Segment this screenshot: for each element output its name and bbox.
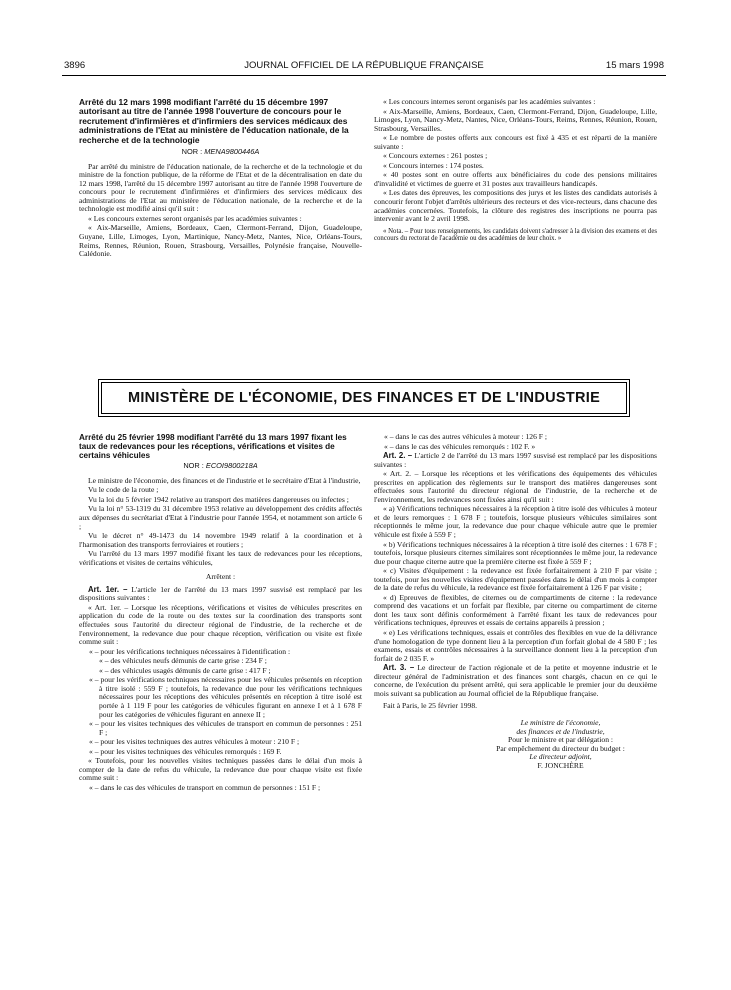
article-3: Art. 3. – Le directeur de l'action régionale et de la petite et moyenne industrie et le directeur général de l'administration et des finances sont chargés, chacun en ce qui le concerne, de l'exécution du présent arrêté, qui sera applicable le premier jour du deuxième mois suivant sa publication au Journal officiel de la République française. <box>374 663 657 698</box>
arrete1-paragraph: « Les concours externes seront organisés par les académies suivantes : <box>88 213 302 223</box>
arrete1-paragraph: « Le nombre de postes offerts aux concours est fixé à 435 et est réparti de la manière suivante : <box>374 133 657 151</box>
arretent: Arrêtent : <box>205 572 236 582</box>
article-1-item: « – dans le cas des véhicules de transport en commun de personnes : 151 F ; <box>89 782 321 792</box>
article-1-quote: « Art. 1er. – Lorsque les réceptions, vérifications et visites de véhicules prescrites en application du code de la route ou des textes sur la coordination des transports sont effectuées sous l'autorité du directeur régional de l'industrie, de la recherche et de l'environnement, la redevance due pour chaque réception, vérification ou visite est fixée comme suit : <box>79 602 362 647</box>
arrete1-paragraph: « Concours externes : 261 postes ; <box>383 151 488 161</box>
article-1-item: « – pour les visites techniques des véhicules de transport en commun de personnes : 251 F ; <box>89 719 362 737</box>
arrete1-title: Arrêté du 12 mars 1998 modifiant l'arrêté du 15 décembre 1997 autorisant au titre de l'année 1998 l'ouverture de concours pour le recrutement d'infirmières et d'infirmiers des services médicaux des administrations de l'Etat au ministère de l'éducation nationale, de la recherche et de la technologie <box>79 97 349 145</box>
visa: Vu la loi du 5 février 1942 relative au transport des matières dangereuses ou infectes ; <box>88 494 349 504</box>
arrete2-title: Arrêté du 25 février 1998 modifiant l'arrêté du 13 mars 1997 fixant les taux de redevances pour les réceptions, vérifications et visites de certains véhicules <box>79 433 347 461</box>
article-1-item: « – des véhicules neufs démunis de carte grise : 234 F ; <box>99 656 267 666</box>
journal-title: JOURNAL OFFICIEL DE LA RÉPUBLIQUE FRANÇAISE <box>244 60 484 71</box>
article-2-paragraph: « d) Epreuves de flexibles, de citernes ou de compartiments de citerne : la redevance comprend des vacations et un forfait par flexible, par citerne ou compartiment de citerne dont les taux sont définis conformément à l'arrêté fixant les taux de redevances pour vérifications techniques, épreuves et essais de certains appareils à pression ; <box>374 592 657 628</box>
signature-line: des finances et de l'industrie, <box>516 726 605 736</box>
signatory-name: F. JONCHÈRE <box>537 760 584 770</box>
visa: Vu l'arrêté du 13 mars 1997 modifié fixant les taux de redevances pour les réceptions, vérifications et visites de certains véhicules, <box>79 549 362 567</box>
issue-date: 15 mars 1998 <box>605 60 664 71</box>
signature-line: Le ministre de l'économie, <box>520 717 601 727</box>
signature-line: Le directeur adjoint, <box>529 752 592 762</box>
fait-a-paris: Fait à Paris, le 25 février 1998. <box>383 701 478 711</box>
page-header <box>64 60 664 74</box>
article-1-item: « – pour les vérifications techniques nécessaires pour les véhicules présentés en réception à titre isolé : 559 F ; toutefois, la redevance due pour les vérifications techniques nécessaires pour les réceptions des véhicules présentés en réception à titre isolé est portée à 1 119 F pour les catégories de véhicules figurant en annexe I et à 1 678 F pour les catégories de véhicules figurant en annexe II ; <box>89 675 362 719</box>
header-rule <box>62 75 666 76</box>
arrete1-paragraph: Par arrêté du ministre de l'éducation nationale, de la recherche et de la technologie et du ministre de la fonction publique, de la réforme de l'Etat et de la décentralisation en date du 12 mars 1998, l'arrêté du 15 décembre 1997 autorisant au titre de l'année 1998 l'ouverture de concours pour le recrutement d'infirmières et d'infirmiers des services médicaux des administrations de l'Etat au ministère de l'éducation nationale, de la recherche et de la technologie est modifié ainsi qu'il suit : <box>79 161 362 214</box>
article-2-paragraph: « Art. 2. – Lorsque les réceptions et les vérifications des équipements des véhicules prescrites en application des règlements sur le transport des matières dangereuses sont effectuées sous l'autorité du directeur régional de l'industrie, de la recherche et de l'environnement, les redevances sont fixées ainsi qu'il suit : <box>374 469 657 504</box>
article-2: Art. 2. – L'article 2 de l'arrêté du 13 mars 1997 susvisé est remplacé par les dispositions suivantes : <box>374 451 657 469</box>
arrete1-paragraph: « Aix-Marseille, Amiens, Bordeaux, Caen, Clermont-Ferrand, Dijon, Guadeloupe, Guyane, Lille, Limoges, Lyon, Martinique, Nancy-Metz, Nantes, Nice, Orléans-Tours, Reims, Rennes, Réunion, Rouen, Strasbourg, Versailles, Polynésie française, Nouvelle-Calédonie. <box>79 223 362 259</box>
arrete1-paragraph: « Aix-Marseille, Amiens, Bordeaux, Caen, Clermont-Ferrand, Dijon, Guadeloupe, Lille, Limoges, Lyon, Nancy-Metz, Nantes, Nice, Orléans-Tours, Reims, Rennes, Réunion, Rouen, Strasbourg, Versailles. <box>374 106 657 133</box>
article-1-item: « – pour les visites techniques des autres véhicules à moteur : 210 F ; <box>89 737 300 747</box>
article-2-paragraph: « e) Les vérifications techniques, essais et contrôles des flexibles en vue de la délivrance d'une homologation de type donnent lieu à la perception d'un forfait global de 4 580 F ; les examens, essais et contrôles nécessaires à la surveillance donnent lieu à la perception d'un forfait de 2 035 F. » <box>374 628 657 663</box>
article-2-paragraph: « c) Visites d'équipement : la redevance est fixée forfaitairement à 210 F par visite ; toutefois, pour les nouvelles visites d'équipement passées dans le délai d'un mois à compter de la date de refus du véhicule, la redevance est fixée forfaitairement à 126 F par visite ; <box>374 566 657 593</box>
page-number: 3896 <box>64 60 86 71</box>
arrete2-right-column <box>374 433 657 770</box>
arrete1-paragraph: « Les dates des épreuves, les compositions des jurys et les listes des candidats autorisés à concourir feront l'objet d'arrêtés ultérieurs des recteurs et des vice-recteurs, dans chacune des académies concernées. Toutefois, la clôture des registres des inscriptions ne pourra pas intervenir avant le 2 avril 1998. <box>374 188 657 224</box>
article-1-item: « – dans le cas des autres véhicules à moteur : 126 F ; <box>384 432 548 441</box>
arrete1-nor: NOR : MENA9800446A <box>181 147 260 157</box>
article-1-item: « – dans le cas des véhicules remorqués : 102 F. » <box>384 441 536 451</box>
arrete2-intro: Le ministre de l'économie, des finances et de l'industrie et le secrétaire d'Etat à l'industrie, <box>88 475 361 485</box>
arrete2-nor: NOR : ECOI9800218A <box>183 461 258 471</box>
ministry-banner <box>98 379 630 417</box>
article-2-paragraph: « a) Vérifications techniques nécessaires à la réception à titre isolé des véhicules à moteur et de leurs remorques : 1 678 F ; toutefois, lorsque plusieurs véhicules similaires sont réceptionnés le même jour, la redevance due pour chaque véhicule autre que le premier véhicule est fixée à 559 F ; <box>374 504 657 540</box>
article-1-item: « – pour les visites techniques des véhicules remorqués : 169 F. <box>89 746 282 756</box>
arrete1-right-column <box>374 98 657 244</box>
article-1: Art. 1er. – L'article 1er de l'arrêté du 13 mars 1997 susvisé est remplacé par les dispositions suivantes : <box>79 584 362 603</box>
arrete1-note: « Nota. – Pour tous renseignements, les candidats doivent s'adresser à la division des examens et des concours du rectorat de l'académie ou des académies de leur choix. » <box>374 227 657 243</box>
ministry-title: MINISTÈRE DE L'ÉCONOMIE, DES FINANCES ET DE L'INDUSTRIE <box>127 390 601 406</box>
signature-line: Pour le ministre et par délégation : <box>507 735 614 745</box>
signature-block <box>374 719 657 770</box>
signature-line: Par empêchement du directeur du budget : <box>496 743 625 753</box>
article-1-item: « – pour les vérifications techniques nécessaires à l'identification : <box>89 646 291 656</box>
arrete1-left-column <box>79 98 362 260</box>
arrete1-paragraph: « Concours internes : 174 postes. <box>383 160 484 170</box>
visa: Vu le décret n° 49-1473 du 14 novembre 1949 relatif à la coordination et à l'harmonisation des transports ferroviaires et routiers ; <box>79 531 362 549</box>
article-1-item: « Toutefois, pour les nouvelles visites techniques passées dans le délai d'un mois à compter de la date de refus du véhicule, la redevance due pour chaque visite est fixée comme suit : <box>79 756 362 783</box>
article-1-item: « – des véhicules usagés démunis de carte grise : 417 F ; <box>99 665 271 675</box>
visa: Vu le code de la route ; <box>88 485 159 495</box>
visa: Vu la loi n° 53-1319 du 31 décembre 1953 relative au développement des crédits affectés aux dépenses du secrétariat d'Etat à l'industrie pour l'année 1954, et notamment son article 6 ; <box>79 504 362 531</box>
arrete1-paragraph: « Les concours internes seront organisés par les académies suivantes : <box>383 97 596 106</box>
arrete1-paragraph: « 40 postes sont en outre offerts aux bénéficiaires du code des pensions militaires d'invalidité et victimes de guerre et 31 postes aux travailleurs handicapés. <box>374 170 657 188</box>
article-2-paragraph: « b) Vérifications techniques nécessaires à la réception à titre isolé des citernes : 1 678 F ; toutefois, lorsque plusieurs citernes similaires sont réceptionnées le même jour, la redevance due pour chaque citerne autre que la première citerne est fixée à 559 F ; <box>374 539 657 566</box>
arrete2-left-column <box>79 433 362 793</box>
